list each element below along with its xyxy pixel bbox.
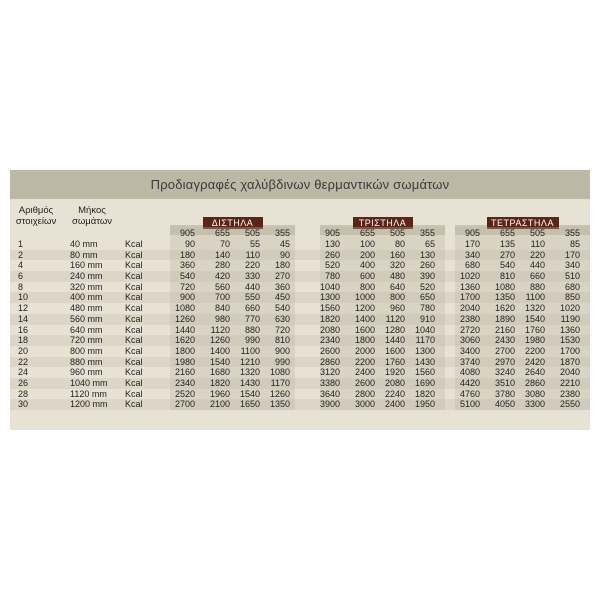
heat-output-value: 2600 (354, 377, 375, 388)
heat-output-value: 1080 (494, 281, 515, 292)
unit-label: Kcal (125, 239, 143, 249)
heat-output-value: 1600 (384, 345, 405, 356)
heat-output-value: 540 (274, 303, 290, 314)
table-row (10, 389, 590, 400)
element-count: 14 (18, 313, 29, 324)
heat-output-value: 200 (359, 249, 375, 260)
element-count: 10 (18, 292, 29, 303)
heat-output-value: 280 (214, 260, 230, 271)
radiator-length: 320 mm (70, 281, 103, 292)
heat-output-value: 270 (499, 249, 515, 260)
height-label: 505 (244, 228, 260, 238)
table-row (10, 399, 590, 410)
radiator-length: 800 mm (70, 345, 103, 356)
heat-output-value: 2380 (459, 313, 480, 324)
heat-output-value: 1260 (269, 388, 290, 399)
heat-output-value: 1700 (459, 292, 480, 303)
height-label: 505 (529, 228, 545, 238)
heat-output-value: 330 (244, 271, 260, 282)
heat-output-value: 1560 (319, 303, 340, 314)
radiator-length: 80 mm (70, 249, 98, 260)
heat-output-value: 2420 (524, 356, 545, 367)
heat-output-value: 680 (564, 281, 580, 292)
unit-label: Kcal (125, 377, 143, 388)
heat-output-value: 3240 (494, 367, 515, 378)
heat-output-value: 1400 (209, 345, 230, 356)
group-title: ΤΕΤΡΑΣΤΗΛΑ (487, 217, 559, 229)
heat-output-value: 220 (529, 249, 545, 260)
heat-output-value: 340 (464, 249, 480, 260)
heat-output-value: 2430 (494, 335, 515, 346)
heat-output-value: 2700 (494, 345, 515, 356)
heat-output-value: 1700 (559, 345, 580, 356)
heat-output-value: 90 (279, 249, 290, 260)
radiator-length: 480 mm (70, 303, 103, 314)
heat-output-value: 160 (389, 249, 405, 260)
height-label: 505 (389, 228, 405, 238)
heat-output-value: 1020 (559, 303, 580, 314)
radiator-length: 1040 mm (70, 377, 108, 388)
radiator-length: 880 mm (70, 356, 103, 367)
heat-output-value: 2160 (174, 367, 195, 378)
heat-output-value: 540 (179, 271, 195, 282)
heat-output-value: 2200 (524, 345, 545, 356)
heat-output-value: 660 (529, 271, 545, 282)
radiator-length: 960 mm (70, 367, 103, 378)
heat-output-value: 440 (244, 281, 260, 292)
table-row (10, 271, 590, 282)
heat-output-value: 640 (389, 281, 405, 292)
heat-output-value: 1190 (560, 313, 580, 324)
heat-output-value: 810 (499, 271, 515, 282)
heat-output-value: 2800 (354, 388, 375, 399)
heat-output-value: 1360 (459, 281, 480, 292)
data-table (10, 239, 590, 410)
elements-header: Αριθμός στοιχείων (15, 205, 57, 227)
heat-output-value: 1260 (174, 313, 195, 324)
heat-output-value: 910 (419, 313, 435, 324)
unit-label: Kcal (125, 303, 143, 314)
heat-output-value: 560 (214, 281, 230, 292)
heat-output-value: 1260 (209, 335, 230, 346)
heat-output-value: 1210 (239, 356, 260, 367)
heat-output-value: 720 (274, 324, 290, 335)
unit-label: Kcal (125, 356, 143, 367)
heat-output-value: 2640 (524, 367, 545, 378)
heat-output-value: 2160 (494, 324, 515, 335)
heat-output-value: 4080 (459, 367, 480, 378)
heat-output-value: 1540 (209, 356, 230, 367)
table-row (10, 260, 590, 271)
table-title: Προδιαγραφές χαλύβδινων θερμαντικών σωμάτων (10, 170, 590, 199)
heat-output-value: 3900 (319, 399, 340, 410)
heat-output-value: 1360 (559, 324, 580, 335)
heat-output-value: 1980 (524, 335, 545, 346)
heat-output-value: 400 (359, 260, 375, 271)
heat-output-value: 2080 (319, 324, 340, 335)
height-label: 355 (274, 228, 290, 238)
heat-output-value: 600 (359, 271, 375, 282)
heat-output-value: 3400 (459, 345, 480, 356)
heat-output-value: 1350 (269, 399, 290, 410)
heat-output-value: 3640 (319, 388, 340, 399)
heat-output-value: 170 (564, 249, 580, 260)
element-count: 12 (18, 303, 29, 314)
table-row (10, 314, 590, 325)
heat-output-value: 3080 (524, 388, 545, 399)
heat-output-value: 340 (564, 260, 580, 271)
height-label: 355 (564, 228, 580, 238)
heat-output-value: 1890 (494, 313, 515, 324)
heat-output-value: 3120 (319, 367, 340, 378)
radiator-length: 160 mm (70, 260, 103, 271)
heat-output-value: 45 (279, 239, 290, 249)
heat-output-value: 100 (359, 239, 375, 249)
heat-output-value: 440 (529, 260, 545, 271)
table-row (10, 325, 590, 336)
heat-output-value: 990 (244, 335, 260, 346)
heat-output-value: 1800 (354, 335, 375, 346)
heat-output-value: 770 (244, 313, 260, 324)
unit-label: Kcal (125, 324, 143, 335)
heat-output-value: 90 (184, 239, 195, 249)
height-label: 655 (499, 228, 515, 238)
heat-output-value: 2040 (459, 303, 480, 314)
heat-output-value: 880 (244, 324, 260, 335)
unit-label: Kcal (125, 335, 143, 346)
radiator-length: 400 mm (70, 292, 103, 303)
heat-output-value: 1600 (354, 324, 375, 335)
heat-output-value: 1650 (239, 399, 260, 410)
heat-output-value: 1040 (319, 281, 340, 292)
heat-output-value: 55 (249, 239, 260, 249)
heat-output-value: 1400 (354, 313, 375, 324)
heat-output-value: 810 (274, 335, 290, 346)
heat-output-value: 420 (214, 271, 230, 282)
heat-output-value: 780 (324, 271, 340, 282)
table-row (10, 282, 590, 293)
heat-output-value: 660 (244, 303, 260, 314)
heat-output-value: 2720 (459, 324, 480, 335)
unit-label: Kcal (125, 249, 143, 260)
heat-output-value: 2520 (174, 388, 195, 399)
heat-output-value: 3300 (524, 399, 545, 410)
heat-output-value: 4760 (459, 388, 480, 399)
height-label: 905 (464, 228, 480, 238)
heat-output-value: 180 (179, 249, 195, 260)
heat-output-value: 840 (214, 303, 230, 314)
heat-output-value: 650 (419, 292, 435, 303)
element-count: 30 (18, 399, 29, 410)
heat-output-value: 1020 (459, 271, 480, 282)
heat-output-value: 450 (274, 292, 290, 303)
heat-output-value: 2100 (209, 399, 230, 410)
heat-output-value: 630 (274, 313, 290, 324)
unit-label: Kcal (125, 367, 143, 378)
heat-output-value: 85 (569, 239, 580, 249)
heat-output-value: 1320 (239, 367, 260, 378)
table-row (10, 303, 590, 314)
spec-sheet (10, 170, 590, 430)
heat-output-value: 3510 (494, 377, 515, 388)
heat-output-value: 1820 (414, 388, 435, 399)
heat-output-value: 360 (179, 260, 195, 271)
heat-output-value: 360 (274, 281, 290, 292)
heat-output-value: 1100 (240, 345, 260, 356)
table-row (10, 378, 590, 389)
heat-output-value: 510 (564, 271, 580, 282)
heat-output-value: 800 (389, 292, 405, 303)
length-header: Μήκος σωμάτων (71, 205, 113, 227)
table-row (10, 357, 590, 368)
heat-output-value: 2600 (319, 345, 340, 356)
heat-output-value: 1530 (559, 335, 580, 346)
heat-output-value: 2340 (319, 335, 340, 346)
element-count: 24 (18, 367, 29, 378)
heat-output-value: 1300 (319, 292, 340, 303)
unit-label: Kcal (125, 260, 143, 271)
table-row (10, 292, 590, 303)
heat-output-value: 2550 (559, 399, 580, 410)
heat-output-value: 520 (324, 260, 340, 271)
radiator-length: 640 mm (70, 324, 103, 335)
element-count: 2 (18, 249, 24, 260)
heat-output-value: 990 (274, 356, 290, 367)
heat-output-value: 2210 (559, 377, 580, 388)
heat-output-value: 2240 (384, 388, 405, 399)
heat-output-value: 1170 (270, 377, 290, 388)
heat-output-value: 130 (419, 249, 435, 260)
heat-output-value: 3060 (459, 335, 480, 346)
heat-output-value: 1320 (524, 303, 545, 314)
heat-output-value: 1760 (524, 324, 545, 335)
table-row (10, 346, 590, 357)
heat-output-value: 1760 (384, 356, 405, 367)
element-count: 8 (18, 281, 24, 292)
heat-output-value: 320 (389, 260, 405, 271)
heat-output-value: 900 (179, 292, 195, 303)
heat-output-value: 1870 (559, 356, 580, 367)
heat-output-value: 1560 (414, 367, 435, 378)
heat-output-value: 220 (244, 260, 260, 271)
height-label: 905 (179, 228, 195, 238)
heat-output-value: 65 (424, 239, 435, 249)
heat-output-value: 3380 (319, 377, 340, 388)
heat-output-value: 135 (499, 239, 515, 249)
unit-label: Kcal (125, 345, 143, 356)
heat-output-value: 1980 (174, 356, 195, 367)
heat-output-value: 1280 (384, 324, 405, 335)
heat-output-value: 110 (530, 239, 545, 249)
unit-label: Kcal (125, 281, 143, 292)
heat-output-value: 2400 (354, 367, 375, 378)
heat-output-value: 1960 (209, 388, 230, 399)
heat-output-value: 2380 (559, 388, 580, 399)
heat-output-value: 480 (389, 271, 405, 282)
height-label: 905 (324, 228, 340, 238)
heat-output-value: 110 (245, 249, 260, 260)
table-row (10, 250, 590, 261)
element-count: 20 (18, 345, 29, 356)
element-count: 26 (18, 377, 29, 388)
element-count: 6 (18, 271, 24, 282)
heat-output-value: 390 (419, 271, 435, 282)
heat-output-value: 3000 (354, 399, 375, 410)
heat-output-value: 1800 (174, 345, 195, 356)
heat-output-value: 1000 (354, 292, 375, 303)
heat-output-value: 800 (359, 281, 375, 292)
height-label: 655 (359, 228, 375, 238)
heat-output-value: 720 (179, 281, 195, 292)
element-count: 18 (18, 335, 29, 346)
heat-output-value: 1690 (414, 377, 435, 388)
heat-output-value: 1540 (524, 313, 545, 324)
heat-output-value: 1620 (174, 335, 195, 346)
heat-output-value: 2700 (174, 399, 195, 410)
heat-output-value: 2000 (354, 345, 375, 356)
heat-output-value: 680 (464, 260, 480, 271)
heat-output-value: 960 (389, 303, 405, 314)
heat-output-value: 2400 (384, 399, 405, 410)
heat-output-value: 880 (529, 281, 545, 292)
heat-output-value: 1920 (384, 367, 405, 378)
heat-output-value: 3740 (459, 356, 480, 367)
heat-output-value: 1350 (494, 292, 515, 303)
heat-output-value: 1820 (319, 313, 340, 324)
heat-output-value: 1040 (414, 324, 435, 335)
heat-output-value: 140 (214, 249, 230, 260)
heat-output-value: 2860 (524, 377, 545, 388)
heat-output-value: 1820 (209, 377, 230, 388)
heat-output-value: 1680 (209, 367, 230, 378)
heat-output-value: 980 (214, 313, 230, 324)
heat-output-value: 180 (274, 260, 290, 271)
unit-label: Kcal (125, 399, 143, 410)
heat-output-value: 2340 (174, 377, 195, 388)
heat-output-value: 1620 (494, 303, 515, 314)
heat-output-value: 1430 (414, 356, 435, 367)
heat-output-value: 520 (419, 281, 435, 292)
element-count: 4 (18, 260, 24, 271)
heat-output-value: 1100 (525, 292, 545, 303)
heat-output-value: 1200 (354, 303, 375, 314)
heat-output-value: 170 (464, 239, 480, 249)
group-title: ΔΙΣΤΗΛΑ (203, 217, 263, 229)
heat-output-value: 260 (419, 260, 435, 271)
height-label: 655 (214, 228, 230, 238)
heat-output-value: 540 (499, 260, 515, 271)
heat-output-value: 1440 (384, 335, 405, 346)
heat-output-value: 5100 (459, 399, 480, 410)
heat-output-value: 1950 (414, 399, 435, 410)
heat-output-value: 780 (419, 303, 435, 314)
unit-label: Kcal (125, 313, 143, 324)
heat-output-value: 1170 (415, 335, 435, 346)
element-count: 28 (18, 388, 29, 399)
element-count: 1 (18, 239, 24, 249)
radiator-length: 560 mm (70, 313, 103, 324)
radiator-length: 40 mm (70, 239, 98, 249)
group-title: ΤΡΙΣΤΗΛΑ (353, 217, 413, 229)
heat-output-value: 4050 (494, 399, 515, 410)
heat-output-value: 3780 (494, 388, 515, 399)
heat-output-value: 4420 (459, 377, 480, 388)
heat-output-value: 850 (564, 292, 580, 303)
heat-output-value: 1120 (385, 313, 405, 324)
heat-output-value: 260 (324, 249, 340, 260)
heat-output-value: 1080 (174, 303, 195, 314)
heat-output-value: 1300 (414, 345, 435, 356)
column-header (10, 199, 590, 227)
table-row (10, 335, 590, 346)
heat-output-value: 2200 (354, 356, 375, 367)
unit-label: Kcal (125, 271, 143, 282)
radiator-length: 240 mm (70, 271, 103, 282)
heat-output-value: 2080 (384, 377, 405, 388)
heat-output-value: 1440 (174, 324, 195, 335)
table-row (10, 239, 590, 250)
heat-output-value: 2970 (494, 356, 515, 367)
heat-output-value: 550 (244, 292, 260, 303)
heat-output-value: 270 (274, 271, 290, 282)
heat-output-value: 70 (219, 239, 230, 249)
heat-output-value: 130 (324, 239, 340, 249)
unit-label: Kcal (125, 292, 143, 303)
table-row (10, 367, 590, 378)
radiator-length: 1120 mm (70, 388, 107, 399)
heat-output-value: 900 (274, 345, 290, 356)
height-header-row (10, 227, 590, 239)
unit-label: Kcal (125, 388, 143, 399)
heat-output-value: 1120 (210, 324, 230, 335)
heat-output-value: 1080 (269, 367, 290, 378)
heat-output-value: 1430 (239, 377, 260, 388)
heat-output-value: 80 (394, 239, 405, 249)
radiator-length: 1200 mm (70, 399, 108, 410)
radiator-length: 720 mm (70, 335, 103, 346)
heat-output-value: 2860 (319, 356, 340, 367)
element-count: 16 (18, 324, 29, 335)
heat-output-value: 1540 (239, 388, 260, 399)
heat-output-value: 2040 (559, 367, 580, 378)
height-label: 355 (419, 228, 435, 238)
element-count: 22 (18, 356, 29, 367)
heat-output-value: 700 (214, 292, 230, 303)
